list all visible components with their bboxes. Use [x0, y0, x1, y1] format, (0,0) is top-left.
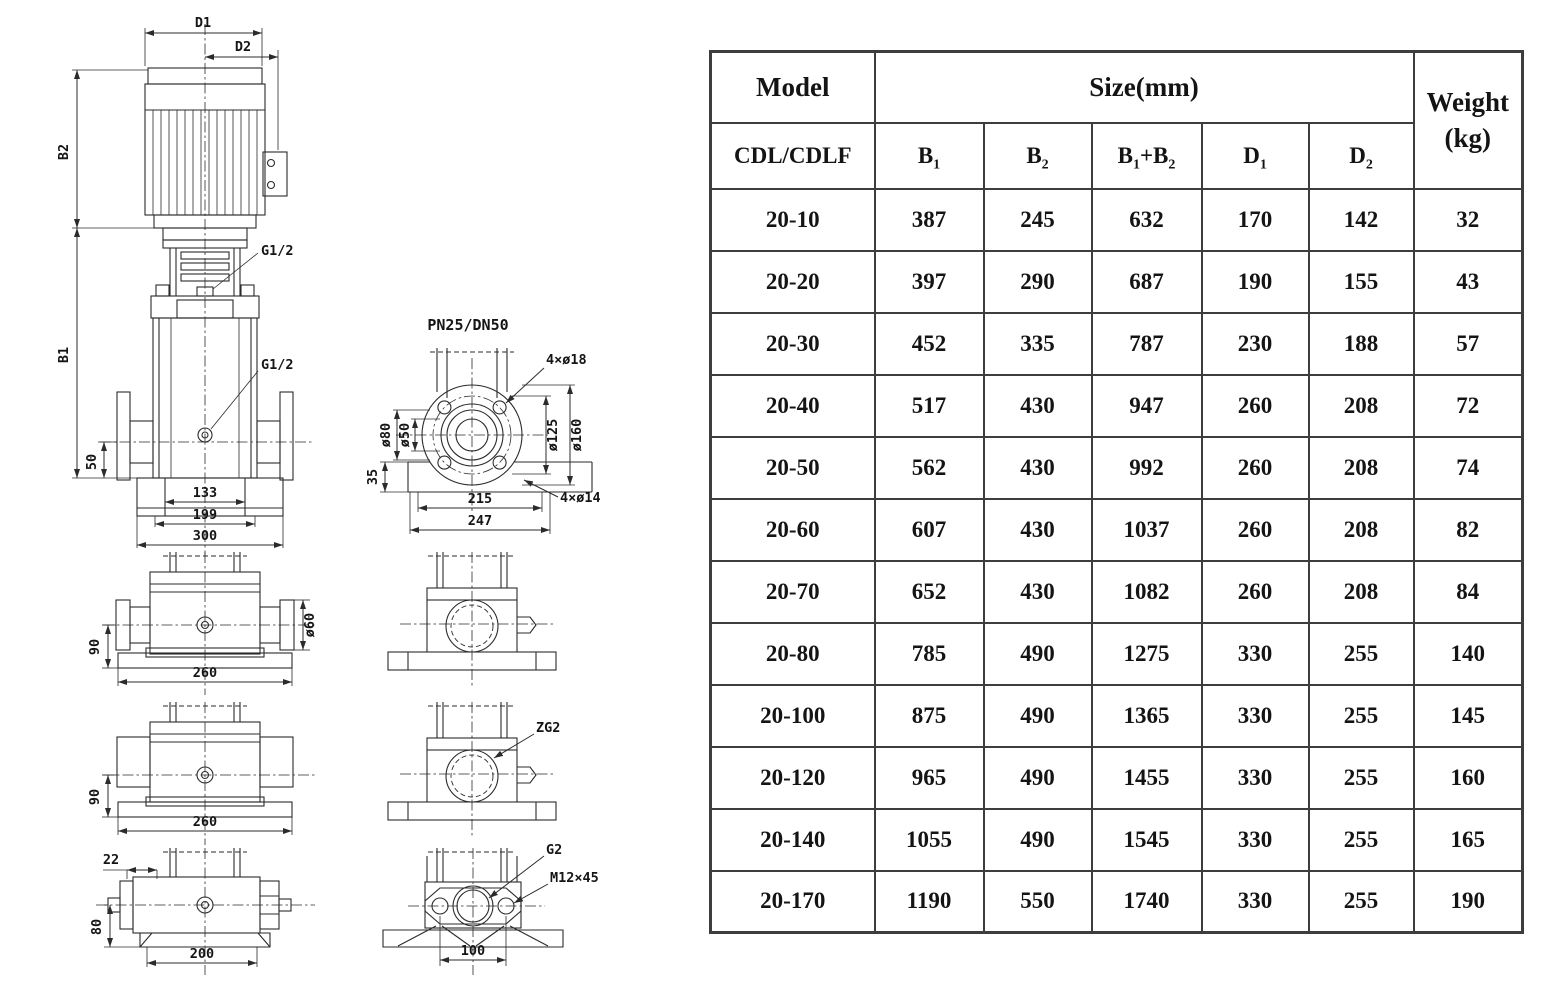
bolt-top-label: 4×ø18: [546, 352, 587, 368]
subheader-row: [711, 123, 1523, 189]
value-cell: 140: [1414, 623, 1523, 685]
value-cell: 430: [984, 375, 1092, 437]
dia125-label: ø125: [545, 418, 561, 452]
header-weight-line1: Weight: [1426, 86, 1509, 117]
subheader-d2: $D_2$: [1309, 123, 1414, 189]
dim-label-50: 50: [84, 453, 100, 471]
value-cell: 74: [1414, 437, 1523, 499]
value-cell: 330: [1202, 809, 1309, 871]
value-cell: 155: [1309, 251, 1414, 313]
value-cell: 1082: [1092, 561, 1202, 623]
value-cell: 397: [875, 251, 984, 313]
value-cell: 208: [1309, 437, 1414, 499]
value-cell: 875: [875, 685, 984, 747]
value-cell: 652: [875, 561, 984, 623]
thread-view-bottom: [383, 842, 599, 975]
value-cell: 188: [1309, 313, 1414, 375]
dim260-mid-label: 260: [192, 814, 218, 830]
dim22-label: 22: [102, 852, 120, 868]
value-cell: 430: [984, 437, 1092, 499]
subheader-b1b2: $B_1+B_2$: [1092, 123, 1202, 189]
dim247-label: 247: [467, 513, 493, 529]
dim-label-b1: B1: [56, 346, 72, 364]
table-row: [711, 809, 1523, 871]
value-cell: 687: [1092, 251, 1202, 313]
model-cell: 20-80: [711, 623, 875, 685]
bolt-bottom-label: 4×ø14: [560, 490, 601, 506]
value-cell: 992: [1092, 437, 1202, 499]
subheader-b1: $B_1$: [875, 123, 984, 189]
value-cell: 1055: [875, 809, 984, 871]
dim-label-199: 199: [192, 507, 218, 523]
g12-upper-label: G1/2: [261, 243, 294, 259]
dim-label-b2: B2: [56, 143, 72, 161]
g12-lower-label: G1/2: [261, 357, 294, 373]
table-row: [711, 685, 1523, 747]
dim-label-300: 300: [192, 528, 218, 544]
value-cell: 190: [1202, 251, 1309, 313]
value-cell: 335: [984, 313, 1092, 375]
value-cell: 785: [875, 623, 984, 685]
model-cell: 20-20: [711, 251, 875, 313]
value-cell: 387: [875, 189, 984, 251]
value-cell: 452: [875, 313, 984, 375]
model-cell: 20-70: [711, 561, 875, 623]
side-view: [56, 15, 312, 556]
value-cell: 190: [1414, 871, 1523, 933]
value-cell: 255: [1309, 747, 1414, 809]
model-cell: 20-170: [711, 871, 875, 933]
subheader-d1: $D_1$: [1202, 123, 1309, 189]
value-cell: 260: [1202, 375, 1309, 437]
value-cell: 430: [984, 561, 1092, 623]
value-cell: 517: [875, 375, 984, 437]
model-cell: 20-40: [711, 375, 875, 437]
model-cell: 20-10: [711, 189, 875, 251]
header-row: [711, 52, 1523, 123]
value-cell: 1455: [1092, 747, 1202, 809]
table-row: [711, 623, 1523, 685]
header-weight-line2: (kg): [1444, 123, 1491, 154]
flange-title: PN25/DN50: [427, 316, 509, 334]
table-row: [711, 189, 1523, 251]
table-row: [711, 437, 1523, 499]
dim35-label: 35: [365, 468, 381, 486]
value-cell: 550: [984, 871, 1092, 933]
value-cell: 1740: [1092, 871, 1202, 933]
value-cell: 84: [1414, 561, 1523, 623]
header-weight: [1414, 52, 1523, 189]
model-cell: 20-30: [711, 313, 875, 375]
value-cell: 255: [1309, 685, 1414, 747]
value-cell: 490: [984, 809, 1092, 871]
value-cell: 607: [875, 499, 984, 561]
value-cell: 1365: [1092, 685, 1202, 747]
header-size: Size(mm): [875, 52, 1414, 123]
value-cell: 230: [1202, 313, 1309, 375]
model-cell: 20-120: [711, 747, 875, 809]
value-cell: 1037: [1092, 499, 1202, 561]
dia60-label: ø60: [302, 612, 318, 638]
thread-view-mid: [388, 702, 560, 838]
value-cell: 260: [1202, 499, 1309, 561]
model-cell: 20-50: [711, 437, 875, 499]
subheader-model-code: CDL/CDLF: [711, 123, 875, 189]
value-cell: 490: [984, 623, 1092, 685]
value-cell: 145: [1414, 685, 1523, 747]
value-cell: 245: [984, 189, 1092, 251]
value-cell: 490: [984, 685, 1092, 747]
dim90-mid-label: 90: [87, 788, 103, 806]
value-cell: 490: [984, 747, 1092, 809]
value-cell: 57: [1414, 313, 1523, 375]
value-cell: 1545: [1092, 809, 1202, 871]
value-cell: 255: [1309, 623, 1414, 685]
value-cell: 632: [1092, 189, 1202, 251]
dim80-label: 80: [89, 918, 105, 936]
port-view-bottom: [89, 848, 315, 975]
value-cell: 72: [1414, 375, 1523, 437]
value-cell: 208: [1309, 375, 1414, 437]
value-cell: 260: [1202, 437, 1309, 499]
value-cell: 330: [1202, 623, 1309, 685]
table-row: [711, 251, 1523, 313]
dim215-label: 215: [467, 491, 493, 507]
value-cell: 330: [1202, 871, 1309, 933]
dim-label-d2: D2: [234, 39, 252, 55]
m12x45-label: M12×45: [550, 870, 599, 886]
port-view-mid: [87, 702, 315, 845]
value-cell: 1190: [875, 871, 984, 933]
value-cell: 330: [1202, 747, 1309, 809]
dim200-label: 200: [189, 946, 215, 962]
port-view-top: [87, 552, 318, 695]
value-cell: 160: [1414, 747, 1523, 809]
g2-label: G2: [546, 842, 563, 858]
value-cell: 290: [984, 251, 1092, 313]
value-cell: 208: [1309, 561, 1414, 623]
value-cell: 255: [1309, 871, 1414, 933]
table-row: [711, 499, 1523, 561]
value-cell: 947: [1092, 375, 1202, 437]
value-cell: 787: [1092, 313, 1202, 375]
header-model: Model: [711, 52, 875, 123]
subheader-b2: $B_2$: [984, 123, 1092, 189]
value-cell: 965: [875, 747, 984, 809]
value-cell: 562: [875, 437, 984, 499]
model-cell: 20-140: [711, 809, 875, 871]
value-cell: 142: [1309, 189, 1414, 251]
dim100-label: 100: [460, 943, 486, 959]
value-cell: 43: [1414, 251, 1523, 313]
table-row: [711, 313, 1523, 375]
table-row: [711, 871, 1523, 933]
table-row: [711, 561, 1523, 623]
model-cell: 20-60: [711, 499, 875, 561]
spec-table: [709, 50, 1524, 934]
value-cell: 170: [1202, 189, 1309, 251]
dia50-label: ø50: [397, 422, 413, 448]
value-cell: 32: [1414, 189, 1523, 251]
zg2-label: ZG2: [536, 720, 561, 736]
thread-view-top: [388, 552, 556, 688]
flange-view: [365, 316, 601, 534]
dia80-label: ø80: [378, 422, 394, 448]
value-cell: 430: [984, 499, 1092, 561]
value-cell: 165: [1414, 809, 1523, 871]
value-cell: 260: [1202, 561, 1309, 623]
value-cell: 330: [1202, 685, 1309, 747]
dim90-top-label: 90: [87, 638, 103, 656]
table-row: [711, 747, 1523, 809]
value-cell: 82: [1414, 499, 1523, 561]
model-cell: 20-100: [711, 685, 875, 747]
value-cell: 208: [1309, 499, 1414, 561]
pump-technical-drawing: [0, 0, 700, 1000]
value-cell: 1275: [1092, 623, 1202, 685]
dia160-label: ø160: [569, 418, 585, 452]
dim-label-d1: D1: [194, 15, 212, 31]
dim260-top-label: 260: [192, 665, 218, 681]
dim-label-133: 133: [192, 485, 218, 501]
table-row: [711, 375, 1523, 437]
value-cell: 255: [1309, 809, 1414, 871]
